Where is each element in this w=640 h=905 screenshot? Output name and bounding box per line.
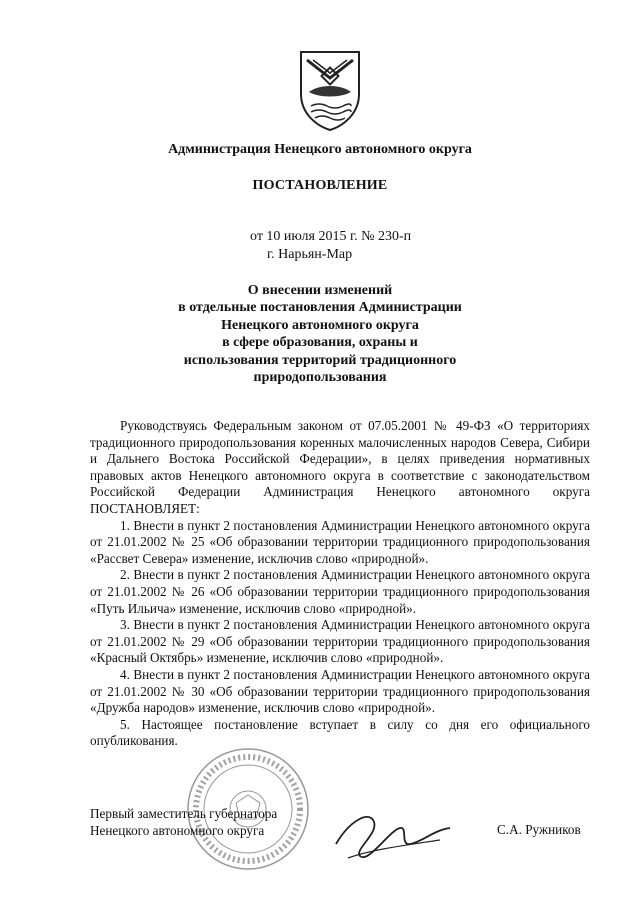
preamble-paragraph: Руководствуясь Федеральным законом от 07.05.2001 № 49-ФЗ «О территориях традиционного природопользования коренных малочисленных народов Севера, Сибири и Дальнего Востока Российской Федерации», в целях приведения нормативных правовых актов Ненецкого автономного округа в соответствие с законодательством Российской Федерации Администрация Ненецкого автономного округа ПОСТАНОВЛЯЕТ: [90, 418, 590, 516]
document-type: ПОСТАНОВЛЕНИЕ [252, 178, 388, 193]
coat-of-arms-icon [297, 48, 363, 132]
title-line: в отдельные постановления Администрации [178, 300, 462, 316]
signatory-name: С.А. Ружников [497, 822, 581, 837]
title-line: О внесении изменений [247, 283, 393, 298]
clause-paragraph: 4. Внести в пункт 2 постановления Администрации Ненецкого автономного округа от 21.01.2002 № 30 «Об образовании территории традиционного природопользования «Дружба народов» изменение, исключив слово «природной». [90, 666, 590, 716]
clause-paragraph: 1. Внести в пункт 2 постановления Администрации Ненецкого автономного округа от 21.01.2002 № 25 «Об образовании территории традиционного природопользования «Рассвет Севера» изменение, исключив слово «природной». [90, 517, 590, 566]
organization-name: Администрация Ненецкого автономного округа [168, 142, 472, 157]
signatory-position [90, 806, 277, 839]
clause-paragraph: 5. Настоящее постановление вступает в силу со дня его официального опубликования. [90, 716, 590, 749]
document-date-number: от 10 июля 2015 г. № 230-п [250, 229, 412, 244]
title-line: в сфере образования, охраны и [222, 335, 418, 351]
document-city: г. Нарьян-Мар [267, 247, 353, 262]
title-line: использования территорий традиционного [183, 352, 457, 368]
signatory-position-line: Ненецкого автономного округа [90, 822, 265, 838]
document-title [0, 282, 640, 386]
signatory-position-line: Первый заместитель губернатора [90, 806, 278, 821]
title-line: Ненецкого автономного округа [221, 317, 419, 333]
clause-paragraph: 3. Внести в пункт 2 постановления Администрации Ненецкого автономного округа от 21.01.2002 № 29 «Об образовании территории традиционного природопользования «Красный Октябрь» изменение, исключив слово «природной». [90, 617, 590, 666]
document-body [90, 418, 590, 750]
handwritten-signature [330, 800, 460, 870]
clause-paragraph: 2. Внести в пункт 2 постановления Администрации Ненецкого автономного округа от 21.01.2002 № 26 «Об образовании территории традиционного природопользования «Путь Ильича» изменение, исключив слово «природной». [90, 567, 590, 616]
title-line: природопользования [253, 370, 387, 386]
